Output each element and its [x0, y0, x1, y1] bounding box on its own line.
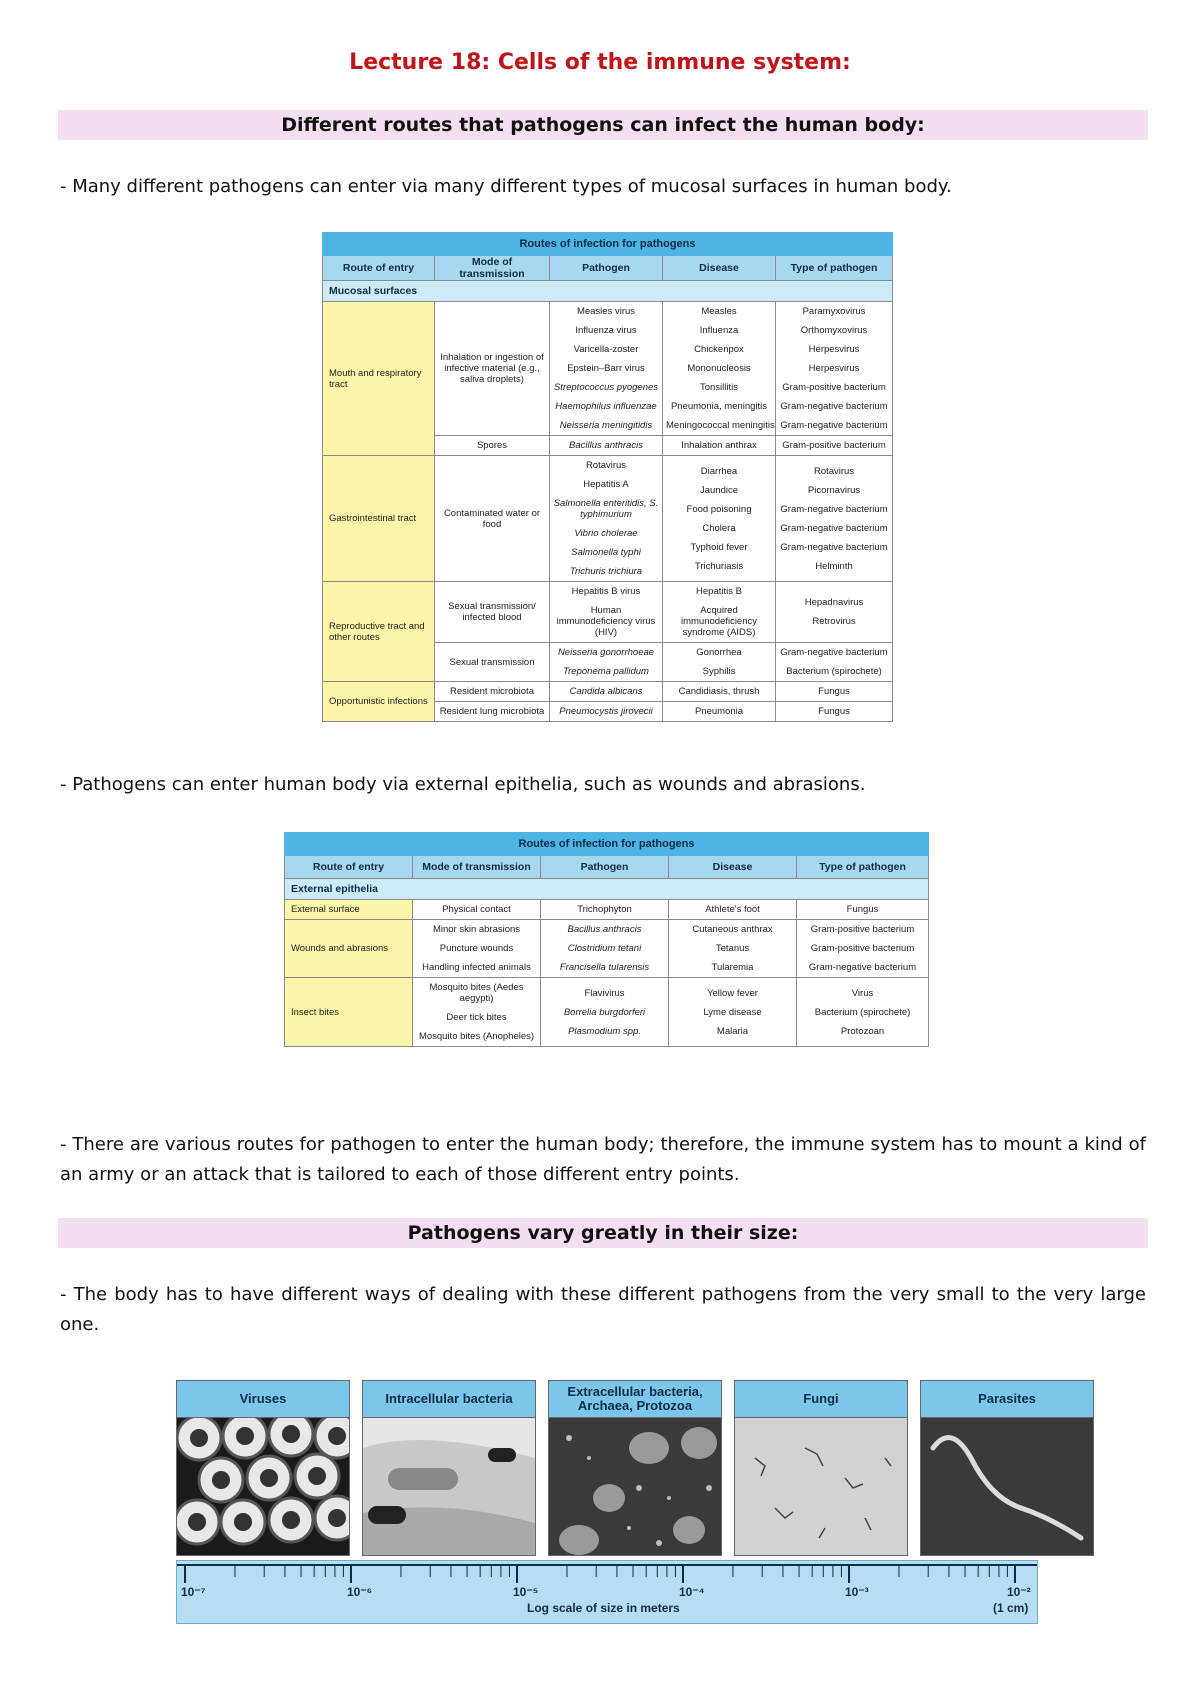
parasite-micrograph	[921, 1418, 1093, 1555]
cell-line: Diarrhea	[700, 465, 738, 477]
cell-line: Deer tick bites	[446, 1012, 507, 1023]
cell-line: Measles	[701, 306, 737, 317]
extracellular-bacteria-micrograph	[549, 1418, 721, 1555]
cell-line: Retrovirus	[812, 616, 856, 627]
panel-label: Intracellular bacteria	[363, 1381, 535, 1418]
cell-line: Hepatitis B virus	[571, 586, 641, 597]
mode-cell	[413, 978, 541, 1047]
cell-line: Hepatitis B	[696, 586, 742, 597]
disease-cell	[663, 456, 776, 582]
paragraph-various-routes: - There are various routes for pathogen to enter the human body; therefore, the immune system has to mount a kind of an army or an attack that is tailored to each of those different entry points.	[60, 1134, 1146, 1185]
cell-line: Influenza	[699, 325, 739, 336]
cell-line: Herpesvirus	[808, 344, 860, 355]
cell-line: Typhoid fever	[690, 541, 748, 553]
cell-line: Helminth	[815, 560, 853, 572]
cell-line: Human immunodeficiency virus (HIV)	[556, 605, 656, 638]
section-heading-routes: Different routes that pathogens can infect the human body:	[58, 110, 1148, 140]
cell-line: Picornavirus	[807, 484, 861, 496]
cell-line: Lyme disease	[703, 1006, 762, 1018]
type-cell	[776, 302, 893, 436]
cell-line: Pneumonia	[694, 706, 744, 717]
cell-line: Gram-negative bacterium	[780, 401, 888, 412]
cell-line: Meningococcal meningitis	[666, 420, 775, 431]
cell-line: Influenza virus	[575, 325, 637, 336]
table-section-row	[285, 879, 929, 900]
cell-line: Syphilis	[702, 666, 736, 677]
cell-line: Chickenpox	[694, 344, 744, 355]
cell-line: Tonsillitis	[699, 382, 738, 393]
route-cell: Gastrointestinal tract	[323, 456, 435, 582]
pathogen-cell	[541, 920, 669, 978]
cell-line: Pneumocystis jirovecii	[559, 706, 653, 717]
cell-line: Plasmodium spp.	[568, 1025, 641, 1037]
cell-line: Gram-positive bacterium	[782, 440, 886, 451]
cell-line: Gram-negative bacterium	[780, 503, 888, 515]
cell-line: Neisseria meningitidis	[559, 420, 653, 431]
panel-parasites	[920, 1380, 1094, 1556]
table-header-row	[323, 256, 893, 281]
cell-line: Pneumonia, meningitis	[670, 401, 768, 412]
type-cell	[797, 978, 929, 1047]
disease-cell	[663, 643, 776, 682]
type-cell	[776, 702, 893, 722]
cell-line: Fungus	[818, 706, 850, 717]
table-header-row	[285, 856, 929, 879]
table-row	[323, 582, 893, 643]
cell-line: Cholera	[702, 522, 736, 534]
disease-cell	[669, 978, 797, 1047]
table-caption: Routes of infection for pathogens	[285, 833, 929, 856]
pathogen-cell	[550, 643, 663, 682]
table-section-row	[323, 281, 893, 302]
column-header: Mode of transmission	[435, 256, 550, 281]
cell-line: Mosquito bites (Aedes aegypti)	[429, 982, 524, 1004]
disease-cell	[663, 302, 776, 436]
pathogen-size-figure	[176, 1380, 1038, 1624]
cell-line: Gram-negative bacterium	[780, 522, 888, 534]
cell-line: Trichuriasis	[694, 560, 744, 572]
scale-tick-label: 10⁻⁶	[347, 1585, 373, 1599]
cell-line: Gram-negative bacterium	[780, 647, 888, 658]
cell-line: Bacterium (spirochete)	[786, 666, 882, 677]
cell-line: Gonorrhea	[696, 647, 742, 658]
scale-note: (1 cm)	[993, 1601, 1029, 1615]
mode-cell: Resident microbiota	[435, 682, 550, 702]
cell-line: Protozoan	[840, 1025, 885, 1037]
pathogen-cell	[541, 978, 669, 1047]
table-caption-row	[285, 833, 929, 856]
pathogen-cell	[550, 456, 663, 582]
cell-line: Virus	[851, 987, 874, 999]
cell-line: Neisseria gonorrhoeae	[557, 647, 655, 658]
cell-line: Haemophilus influenzae	[555, 401, 657, 412]
cell-line: Athlete's foot	[705, 904, 760, 915]
panel-viruses	[176, 1380, 350, 1556]
scale-tick-label: 10⁻²	[1007, 1585, 1031, 1599]
column-header: Type of pathogen	[797, 856, 929, 879]
cell-line: Clostridium tetani	[567, 943, 642, 954]
panel-label: Viruses	[177, 1381, 349, 1418]
panel-extracellular-bacteria	[548, 1380, 722, 1556]
route-cell: Opportunistic infections	[323, 682, 435, 722]
cell-line: Gram-positive bacterium	[810, 924, 915, 935]
route-cell: Wounds and abrasions	[285, 920, 413, 978]
cell-line: Mosquito bites (Anopheles)	[418, 1031, 535, 1042]
cell-line: Mononucleosis	[687, 363, 751, 374]
cell-line: Measles virus	[576, 306, 636, 317]
type-cell	[776, 643, 893, 682]
scale-tick-label: 10⁻⁴	[679, 1585, 705, 1599]
table-caption: Routes of infection for pathogens	[323, 233, 893, 256]
column-header: Mode of transmission	[413, 856, 541, 879]
cell-line: Gram-negative bacterium	[780, 420, 888, 431]
disease-cell	[669, 920, 797, 978]
cell-line: Fungus	[846, 904, 879, 915]
cell-line: Gram-negative bacterium	[808, 962, 917, 973]
route-cell: Mouth and respiratory tract	[323, 302, 435, 456]
type-cell	[776, 682, 893, 702]
pathogen-cell	[550, 436, 663, 456]
type-cell	[797, 900, 929, 920]
column-header: Route of entry	[285, 856, 413, 879]
cell-line: Cutaneous anthrax	[692, 924, 773, 935]
disease-cell	[663, 682, 776, 702]
cell-line: Bacterium (spirochete)	[814, 1006, 911, 1018]
paragraph-size: - The body has to have different ways of dealing with these different pathogens from the very small to the very large one.	[60, 1284, 1146, 1335]
column-header: Disease	[669, 856, 797, 879]
cell-line: Vibrio cholerae	[574, 528, 638, 539]
panel-label: Fungi	[735, 1381, 907, 1418]
virus-micrograph	[177, 1418, 349, 1555]
route-cell: External surface	[285, 900, 413, 920]
cell-line: Physical contact	[442, 904, 511, 915]
cell-line: Gram-positive bacterium	[782, 382, 886, 393]
cell-line: Handling infected animals	[422, 962, 531, 973]
log-size-scale	[176, 1560, 1038, 1624]
column-header: Disease	[663, 256, 776, 281]
cell-line: Tularemia	[711, 962, 754, 973]
cell-line: Food poisoning	[686, 503, 752, 515]
intracellular-bacteria-micrograph	[363, 1418, 535, 1555]
routes-table-external	[284, 832, 929, 1047]
panel-label: Extracellular bacteria, Archaea, Protozoa	[549, 1381, 721, 1418]
mode-cell: Sexual transmission	[435, 643, 550, 682]
cell-line: Bacillus anthracis	[567, 924, 642, 935]
pathogen-cell	[541, 900, 669, 920]
cell-line: Hepadnavirus	[804, 597, 864, 608]
disease-cell	[663, 436, 776, 456]
cell-line: Jaundice	[699, 484, 739, 496]
pathogen-cell	[550, 582, 663, 643]
disease-cell	[663, 702, 776, 722]
paragraph-external: - Pathogens can enter human body via external epithelia, such as wounds and abrasions.	[60, 774, 866, 795]
cell-line: Rotavirus	[585, 460, 627, 471]
cell-line: Salmonella typhi	[571, 547, 641, 558]
fungi-micrograph	[735, 1418, 907, 1555]
mode-cell	[413, 920, 541, 978]
mode-cell: Resident lung microbiota	[435, 702, 550, 722]
table-row	[285, 920, 929, 978]
page-title: Lecture 18: Cells of the immune system:	[349, 50, 851, 75]
column-header: Type of pathogen	[776, 256, 893, 281]
column-header: Pathogen	[541, 856, 669, 879]
table-row	[285, 900, 929, 920]
cell-line: Francisella tularensis	[559, 962, 650, 973]
scale-title: Log scale of size in meters	[527, 1601, 680, 1615]
disease-cell	[669, 900, 797, 920]
panel-label: Parasites	[921, 1381, 1093, 1418]
cell-line: Puncture wounds	[439, 943, 514, 954]
cell-line: Orthomyxovirus	[800, 325, 868, 336]
type-cell	[797, 920, 929, 978]
cell-line: Gram-negative bacterium	[780, 541, 888, 553]
cell-line: Treponema pallidum	[563, 666, 649, 677]
cell-line: Tetanus	[715, 943, 750, 954]
scale-tick-label: 10⁻⁵	[513, 1585, 539, 1599]
column-header: Route of entry	[323, 256, 435, 281]
cell-line: Streptococcus pyogenes	[553, 382, 659, 393]
cell-line: Epstein–Barr virus	[567, 363, 645, 374]
cell-line: Acquired immunodeficiency syndrome (AIDS)	[680, 605, 758, 638]
table-row	[323, 302, 893, 436]
table-section-label: External epithelia	[285, 879, 929, 900]
cell-line: Trichuris trichiura	[569, 566, 643, 577]
table-row	[323, 456, 893, 582]
cell-line: Paramyxovirus	[802, 306, 866, 317]
cell-line: Malaria	[716, 1025, 749, 1037]
cell-line: Yellow fever	[707, 987, 758, 999]
cell-line: Borrelia burgdorferi	[563, 1006, 646, 1018]
cell-line: Flavivirus	[584, 987, 625, 999]
table-row	[285, 978, 929, 1047]
route-cell: Reproductive tract and other routes	[323, 582, 435, 682]
panel-intracellular-bacteria	[362, 1380, 536, 1556]
type-cell	[776, 456, 893, 582]
cell-line: Fungus	[818, 686, 850, 697]
mode-cell: Contaminated water or food	[435, 456, 550, 582]
pathogen-cell	[550, 702, 663, 722]
mode-cell: Sexual transmission/ infected blood	[435, 582, 550, 643]
mode-cell	[413, 900, 541, 920]
cell-line: Inhalation anthrax	[681, 440, 757, 451]
cell-line: Hepatitis A	[583, 479, 629, 490]
mode-cell: Inhalation or ingestion of infective material (e.g., saliva droplets)	[435, 302, 550, 436]
table-caption-row	[323, 233, 893, 256]
scale-tick-label: 10⁻⁷	[181, 1585, 206, 1599]
cell-line: Herpesvirus	[808, 363, 860, 374]
pathogen-cell	[550, 302, 663, 436]
cell-line: Minor skin abrasions	[432, 924, 521, 935]
cell-line: Salmonella enteritidis, S. typhimurium	[553, 498, 659, 520]
pathogen-cell	[550, 682, 663, 702]
scale-tick-label: 10⁻³	[845, 1585, 869, 1599]
cell-line: Candidiasis, thrush	[678, 686, 760, 697]
section-heading-size: Pathogens vary greatly in their size:	[58, 1218, 1148, 1248]
cell-line: Rotavirus	[813, 465, 855, 477]
disease-cell	[663, 582, 776, 643]
type-cell	[776, 436, 893, 456]
panel-fungi	[734, 1380, 908, 1556]
cell-line: Bacillus anthracis	[569, 440, 643, 451]
table-row	[323, 682, 893, 702]
cell-line: Candida albicans	[569, 686, 643, 697]
cell-line: Trichophyton	[577, 904, 632, 915]
paragraph-mucosal: - Many different pathogens can enter via many different types of mucosal surfaces in human body.	[60, 176, 952, 197]
cell-line: Varicella-zoster	[573, 344, 639, 355]
mode-cell: Spores	[435, 436, 550, 456]
routes-table-mucosal	[322, 232, 893, 722]
column-header: Pathogen	[550, 256, 663, 281]
cell-line: Gram-positive bacterium	[810, 943, 915, 954]
route-cell: Insect bites	[285, 978, 413, 1047]
table-section-label: Mucosal surfaces	[323, 281, 893, 302]
type-cell	[776, 582, 893, 643]
